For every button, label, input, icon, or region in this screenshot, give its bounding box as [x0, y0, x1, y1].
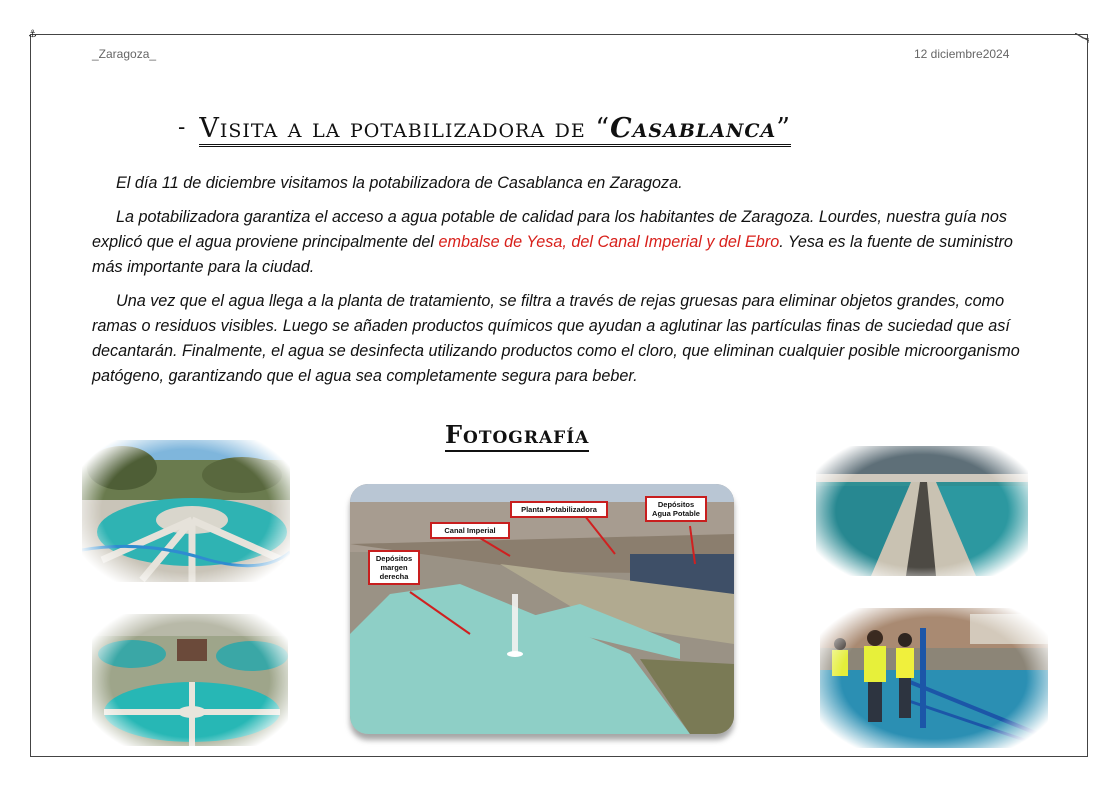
title-text: Visita a la potabilizadora de “: [199, 113, 611, 144]
anchor-icon: ⚓: [28, 29, 37, 40]
header-location: _Zaragoza_: [92, 47, 157, 61]
sources-text-a: La potabilizadora garantiza el acceso a agua potable de calidad para los habitantes de Zaragoza. Lourdes, nuestra guía nos explicó que el agua proviene principalmente del: [92, 208, 1007, 251]
label-depositos-agua: Depósitos Agua Potable: [645, 496, 707, 522]
photo-rectangular-tanks: [816, 446, 1028, 576]
label-canal: Canal Imperial: [430, 522, 510, 539]
photo-round-tanks: [92, 614, 288, 746]
article-body: [92, 171, 1032, 398]
sources-text-b: . Yesa es la fuente de suministro más importante para la ciudad.: [92, 233, 1013, 276]
header-date: 12 diciembre2024: [914, 47, 1010, 61]
title-place: Casablanca: [610, 113, 777, 144]
photo-students-visit: [820, 608, 1048, 748]
title-close-quote: ”: [776, 113, 792, 144]
label-depositos-margen: Depósitos margen derecha: [368, 550, 420, 585]
folded-corner-icon: [1075, 33, 1089, 43]
title-main: [199, 113, 791, 147]
photo-section-heading: Fotografía: [445, 420, 589, 452]
paragraph-process: Una vez que el agua llega a la planta de tratamiento, se filtra a través de rejas gruesas para eliminar objetos grandes, como ramas o residuos visibles. Luego se añaden productos químicos que ayudan a aglutinar las partículas finas de suciedad que así decantarán. Finalmente, el agua se desinfecta utilizando productos como el cloro, que eliminan cualquier posible microorganismo patógeno, garantizando que el agua sea completamente segura para beber.: [92, 292, 1020, 385]
paragraph-sources: [92, 205, 1032, 280]
label-planta: Planta Potabilizadora: [510, 501, 608, 518]
page-title: [178, 113, 978, 144]
photo-aerial-plant: [350, 484, 734, 734]
photo-clarifier-trees: [82, 440, 290, 582]
sources-highlight: embalse de Yesa, del Canal Imperial y del Ebro: [438, 233, 780, 251]
title-dash: -: [178, 114, 186, 139]
paragraph-intro: El día 11 de diciembre visitamos la potabilizadora de Casablanca en Zaragoza.: [116, 174, 683, 192]
